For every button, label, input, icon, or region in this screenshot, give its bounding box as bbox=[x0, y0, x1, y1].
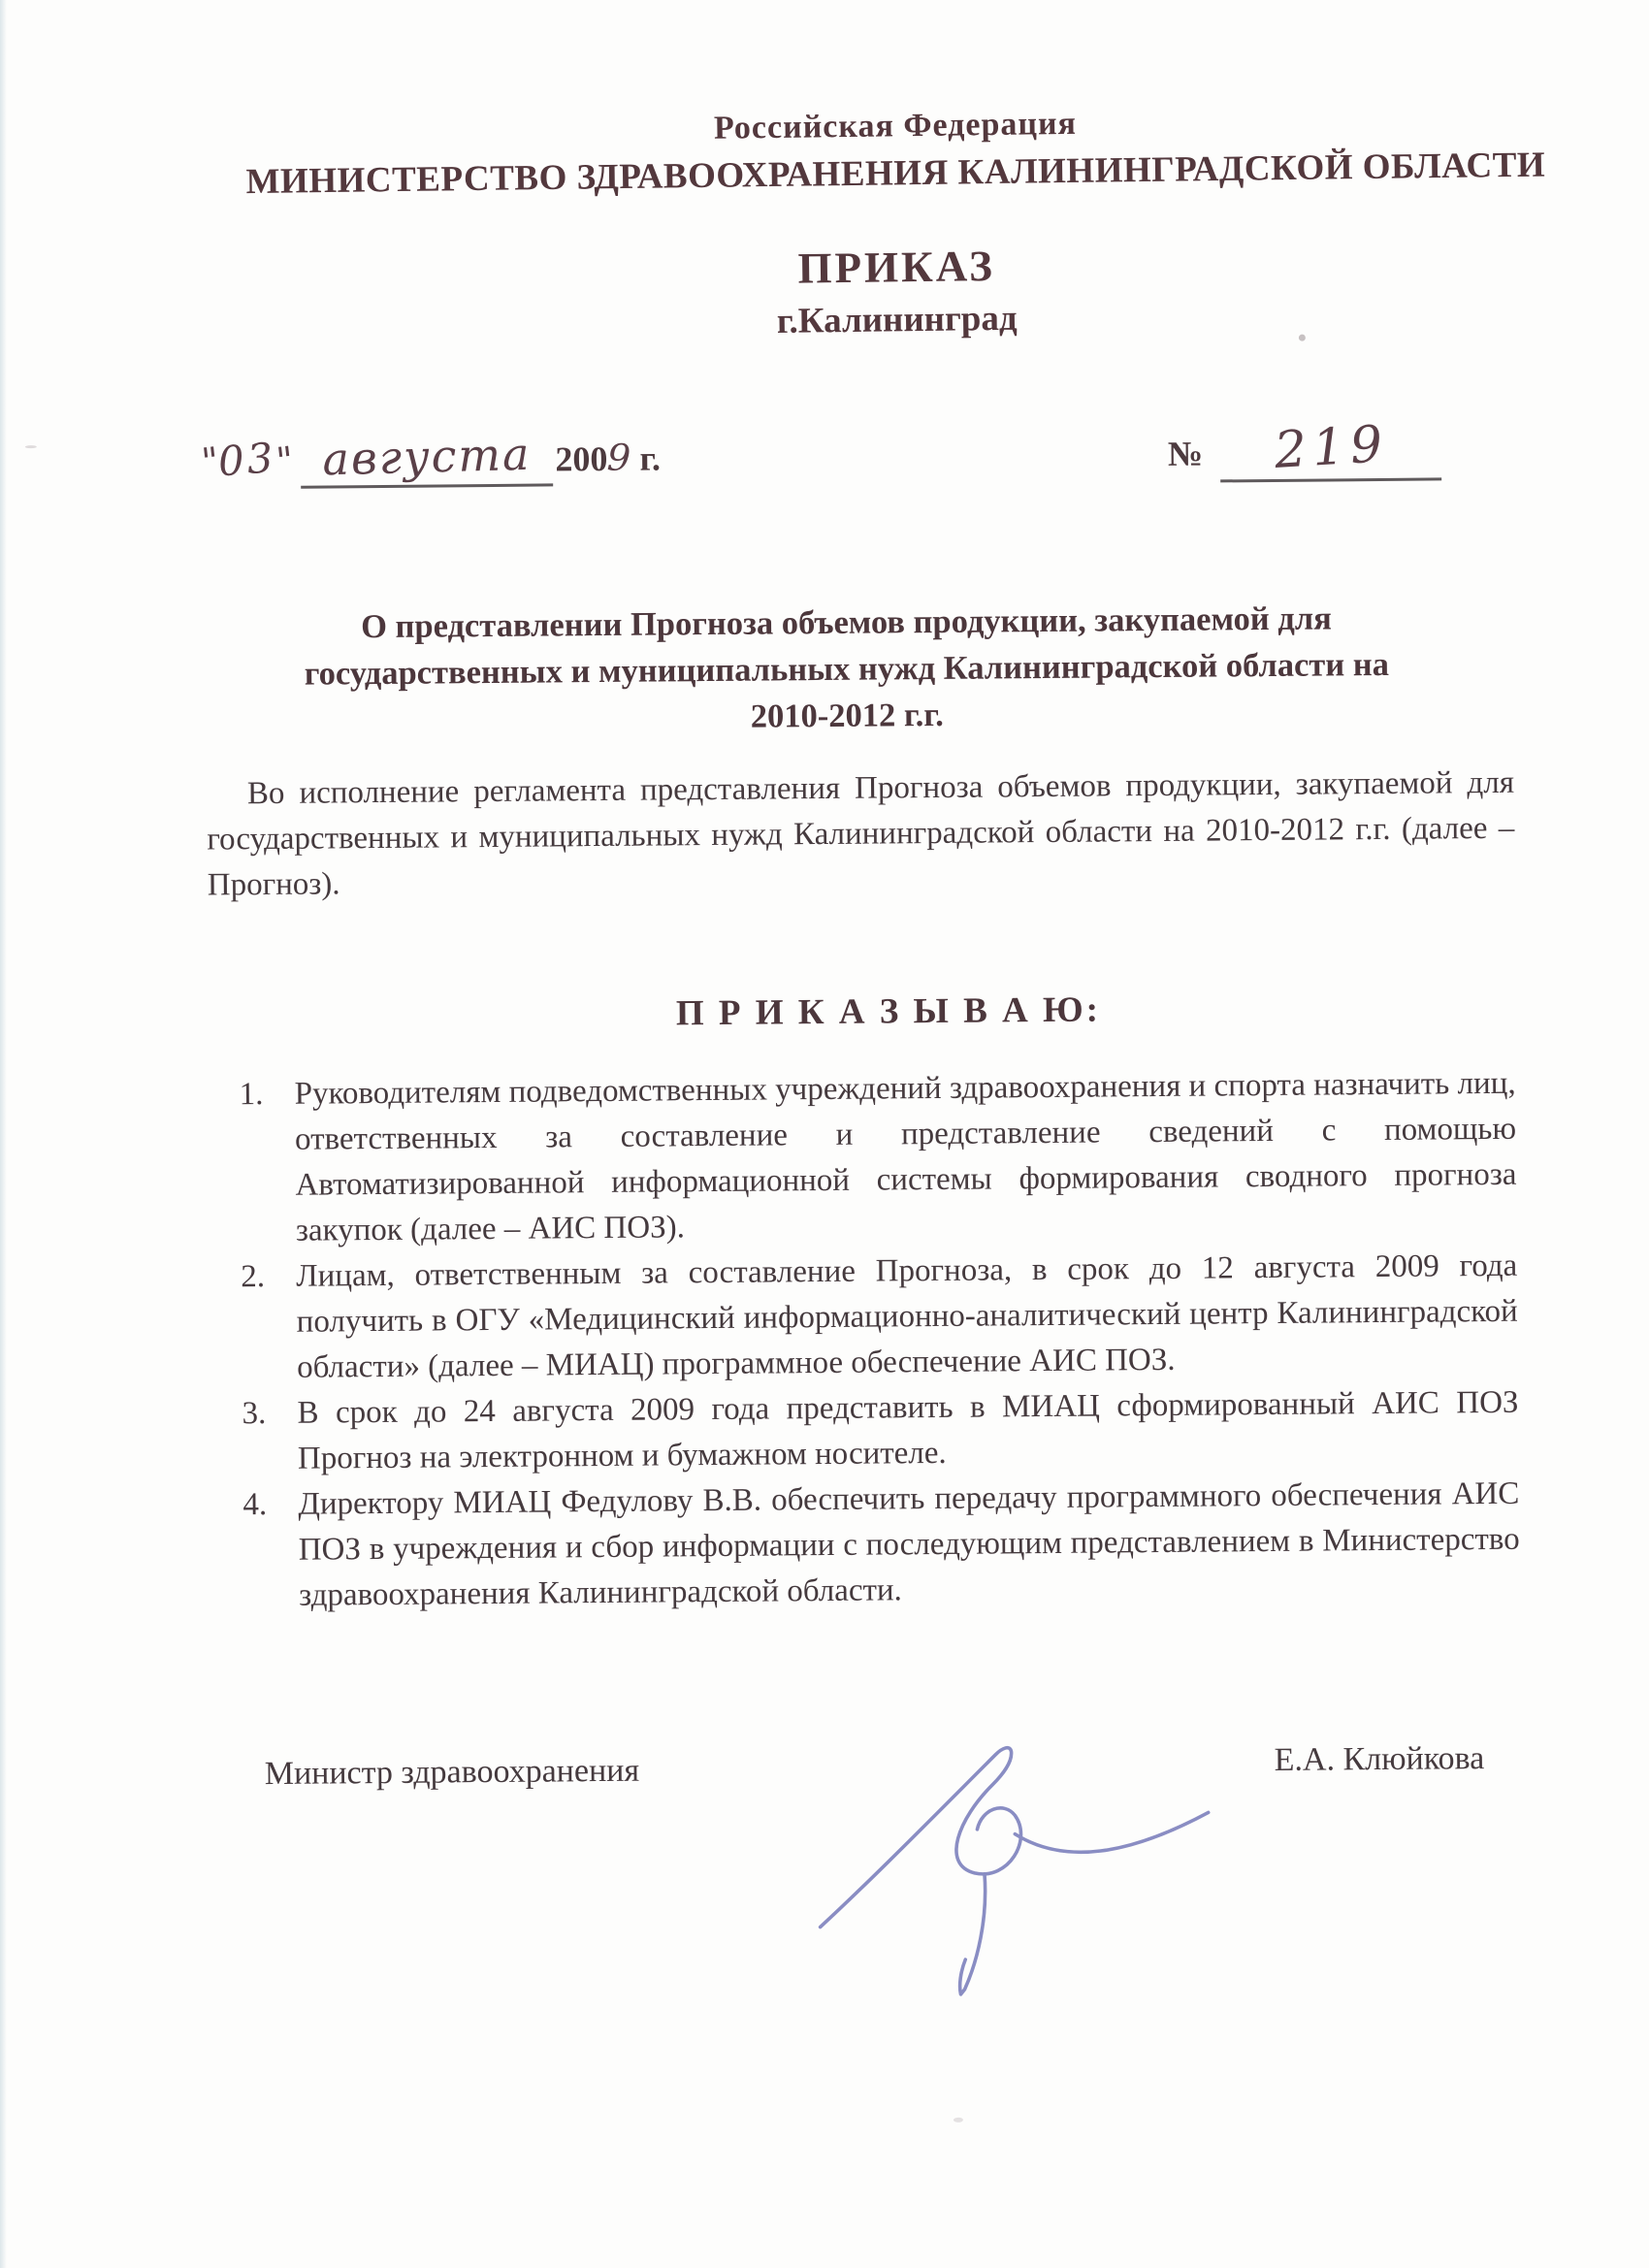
item-4-text: Директору МИАЦ Федулову В.В. обеспечить передачу программного обеспечения АИС ПОЗ в учреждения и сбор информации с последующим представлением в Министерство здравоохранения Калининградской области. bbox=[298, 1475, 1520, 1613]
scan-speck bbox=[954, 2118, 963, 2122]
header-country: Российская Федерация bbox=[713, 105, 1078, 146]
order-item-3 bbox=[242, 1380, 1519, 1482]
intro-paragraph: Во исполнение регламента представления Прогноза объемов продукции, закупаемой для государственных и муниципальных нужд Калининградской области на 2010-2012 г.г. (далее – Прогноз). bbox=[207, 764, 1515, 903]
order-item-1 bbox=[239, 1061, 1517, 1254]
signer-position: Министр здравоохранения bbox=[264, 1752, 640, 1793]
header-ministry: МИНИСТЕРСТВО ЗДРАВООХРАНЕНИЯ КАЛИНИНГРАДСКОЙ ОБЛАСТИ bbox=[245, 145, 1546, 203]
item-1-number: 1. bbox=[239, 1077, 264, 1113]
item-3-text: В срок до 24 августа 2009 года представить в МИАЦ сформированный АИС ПОЗ Прогноз на электронном и бумажном носителе. bbox=[297, 1384, 1519, 1476]
order-keyword: П Р И К А З Ы В А Ю: bbox=[675, 989, 1102, 1034]
order-item-2 bbox=[241, 1244, 1518, 1391]
number-label: № bbox=[1167, 434, 1204, 473]
item-2-number: 2. bbox=[241, 1259, 266, 1295]
order-item-4 bbox=[242, 1472, 1520, 1619]
handwritten-month: августа bbox=[322, 427, 533, 486]
document-type-heading: ПРИКАЗ bbox=[797, 241, 996, 293]
handwritten-year-digit: 9 bbox=[606, 436, 632, 480]
number-group bbox=[1167, 414, 1442, 482]
year-suffix: г. bbox=[639, 438, 662, 478]
number-blank-line bbox=[1220, 414, 1442, 482]
month-blank-line bbox=[301, 429, 554, 488]
title-line-1: О представлении Прогноза объемов продукции, закупаемой для bbox=[360, 599, 1332, 646]
handwritten-open-quote: " bbox=[199, 438, 221, 484]
handwritten-day: 03 bbox=[216, 433, 278, 486]
year-printed: 200 bbox=[555, 438, 608, 479]
item-4-number: 4. bbox=[242, 1487, 268, 1523]
document-title bbox=[21, 592, 1649, 746]
handwritten-signature-ink bbox=[800, 1711, 1230, 2016]
title-line-2: государственных и муниципальных нужд Калининградской области на bbox=[304, 645, 1390, 693]
handwritten-number: 219 bbox=[1272, 414, 1390, 480]
order-item-list bbox=[239, 1061, 1520, 1619]
item-2-text: Лицам, ответственным за составление Прогноза, в срок до 12 августа 2009 года получить в ОГУ «Медицинский информационно-аналитический центр Калининградской области» (далее – МИАЦ) программное обеспечение АИС ПОЗ. bbox=[296, 1247, 1518, 1385]
signer-name: Е.А. Клюйкова bbox=[1274, 1740, 1485, 1778]
item-3-number: 3. bbox=[242, 1396, 267, 1432]
scan-speck bbox=[1299, 335, 1306, 341]
title-line-3: 2010-2012 г.г. bbox=[750, 696, 944, 735]
header-city: г.Калининград bbox=[776, 298, 1018, 341]
handwritten-close-quote: " bbox=[274, 437, 296, 483]
item-1-text: Руководителям подведомственных учреждений здравоохранения и спорта назначить лиц, ответственных за составление и представление сведений с помощью Автоматизированной информационной системы формирования сводного прогноза закупок (далее – АИС ПОЗ). bbox=[294, 1065, 1517, 1248]
date-group bbox=[199, 427, 662, 489]
date-number-row bbox=[0, 410, 1645, 502]
